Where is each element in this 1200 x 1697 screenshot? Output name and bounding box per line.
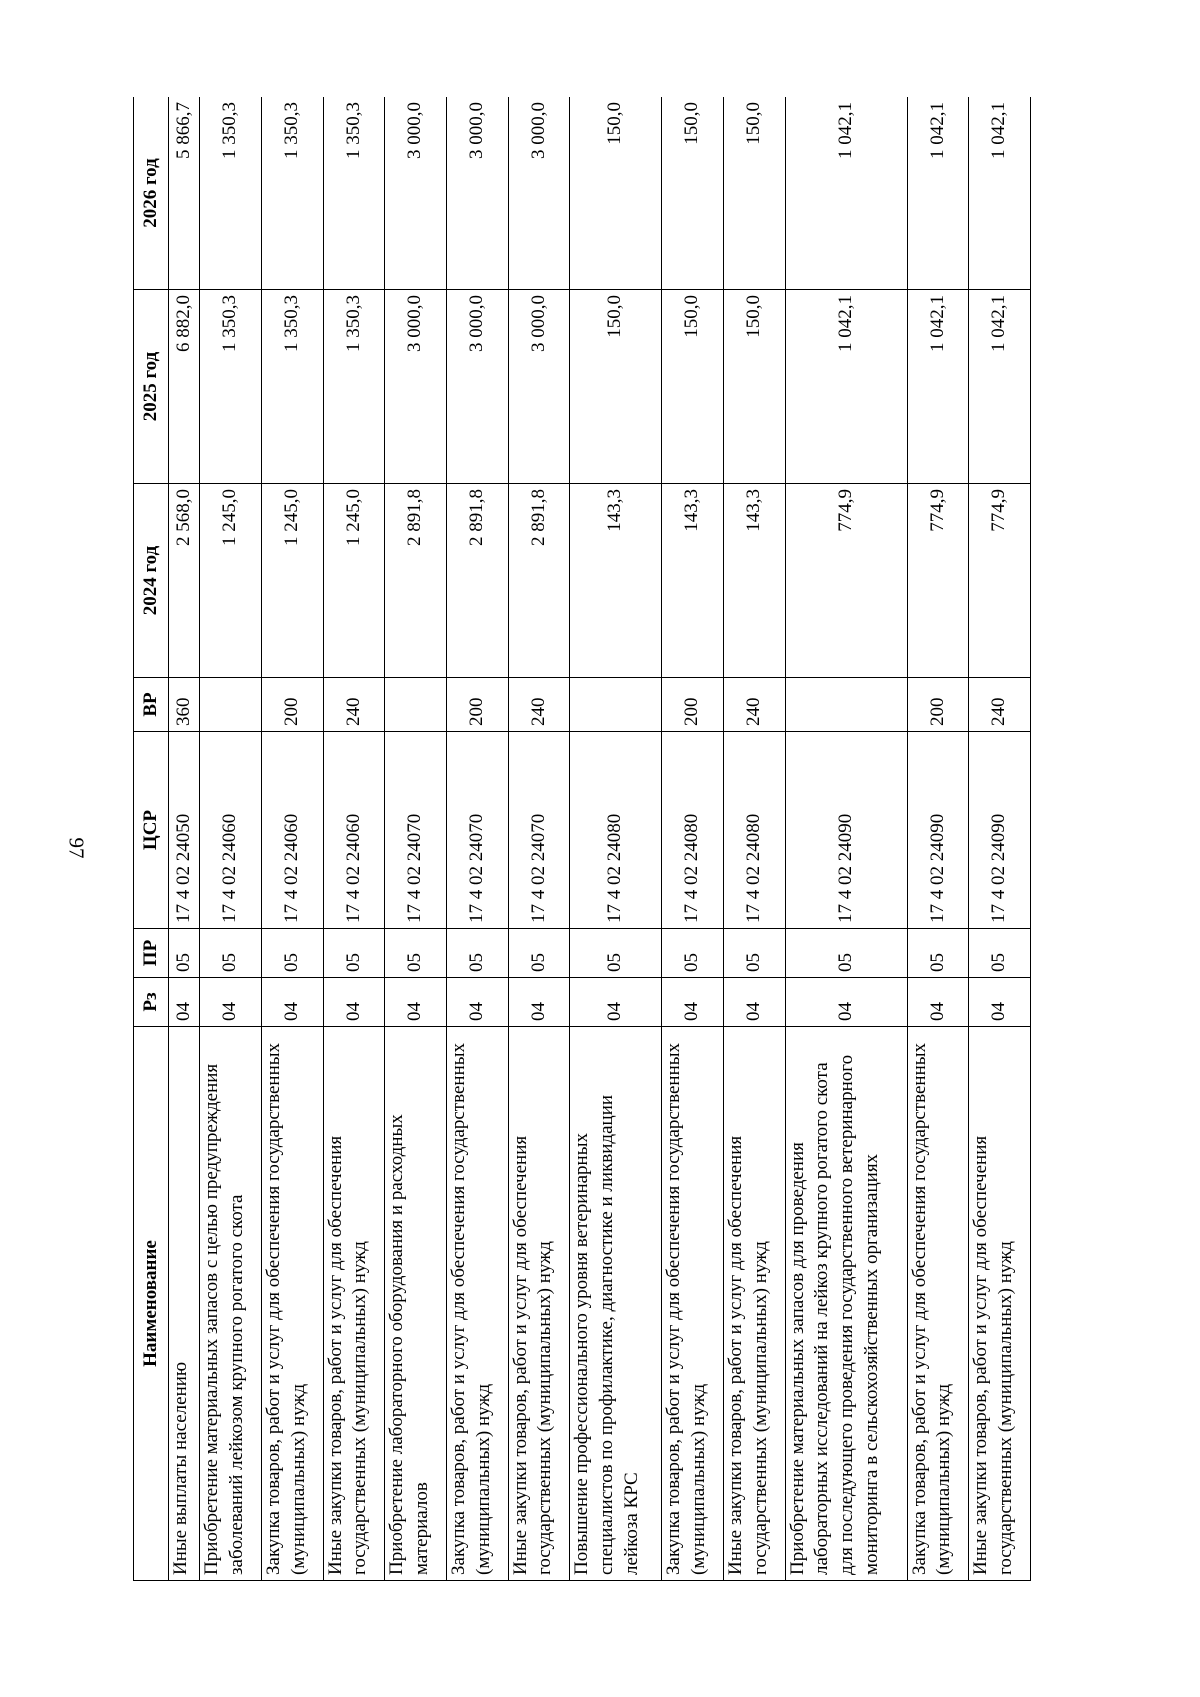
cell-2024: 774,9 xyxy=(907,484,969,678)
cell-rz: 04 xyxy=(385,978,447,1027)
cell-vr: 240 xyxy=(508,678,570,732)
cell-rz: 04 xyxy=(662,978,724,1027)
cell-name: Закупка товаров, работ и услуг для обеспечения государственных (муниципальных) нужд xyxy=(262,1027,324,1581)
cell-pr: 05 xyxy=(570,929,662,978)
cell-csr: 17 4 02 24090 xyxy=(785,732,907,929)
cell-2025: 1 350,3 xyxy=(262,290,324,484)
cell-vr: 200 xyxy=(662,678,724,732)
cell-2024: 774,9 xyxy=(785,484,907,678)
cell-2026: 1 350,3 xyxy=(323,97,385,290)
cell-2024: 143,3 xyxy=(723,484,785,678)
cell-2024: 1 245,0 xyxy=(323,484,385,678)
cell-2024: 2 891,8 xyxy=(508,484,570,678)
cell-csr: 17 4 02 24070 xyxy=(508,732,570,929)
cell-2024: 143,3 xyxy=(662,484,724,678)
table-row xyxy=(662,97,724,1581)
cell-2025: 1 350,3 xyxy=(323,290,385,484)
table-body xyxy=(169,97,1031,1581)
cell-pr: 05 xyxy=(323,929,385,978)
table-row xyxy=(570,97,662,1581)
cell-csr: 17 4 02 24070 xyxy=(447,732,509,929)
cell-rz: 04 xyxy=(969,978,1031,1027)
cell-vr: 200 xyxy=(907,678,969,732)
cell-2025: 3 000,0 xyxy=(385,290,447,484)
cell-pr: 05 xyxy=(785,929,907,978)
header-pr: ПР xyxy=(134,929,169,978)
cell-name: Иные закупки товаров, работ и услуг для обеспечения государственных (муниципальных) нужд xyxy=(969,1027,1031,1581)
cell-name: Иные выплаты населению xyxy=(169,1027,200,1581)
cell-2025: 150,0 xyxy=(570,290,662,484)
cell-rz: 04 xyxy=(907,978,969,1027)
cell-pr: 05 xyxy=(508,929,570,978)
cell-name: Закупка товаров, работ и услуг для обеспечения государственных (муниципальных) нужд xyxy=(447,1027,509,1581)
cell-rz: 04 xyxy=(508,978,570,1027)
cell-vr xyxy=(385,678,447,732)
cell-2026: 1 042,1 xyxy=(785,97,907,290)
cell-csr: 17 4 02 24070 xyxy=(385,732,447,929)
cell-vr: 240 xyxy=(969,678,1031,732)
cell-name: Приобретение материальных запасов с целью предупреждения заболеваний лейкозом крупного рогатого скота xyxy=(200,1027,262,1581)
cell-vr xyxy=(570,678,662,732)
table-row xyxy=(385,97,447,1581)
cell-pr: 05 xyxy=(907,929,969,978)
cell-2026: 150,0 xyxy=(723,97,785,290)
table-rotation-frame xyxy=(133,97,1031,1581)
cell-2026: 1 042,1 xyxy=(969,97,1031,290)
cell-2025: 1 042,1 xyxy=(907,290,969,484)
table-header-row xyxy=(134,97,169,1581)
table-row xyxy=(969,97,1031,1581)
table-row xyxy=(447,97,509,1581)
cell-rz: 04 xyxy=(169,978,200,1027)
table-row xyxy=(508,97,570,1581)
cell-name: Иные закупки товаров, работ и услуг для обеспечения государственных (муниципальных) нужд xyxy=(508,1027,570,1581)
table-row xyxy=(262,97,324,1581)
rotated-table-container xyxy=(133,97,1031,1581)
cell-2024: 2 891,8 xyxy=(385,484,447,678)
cell-vr xyxy=(200,678,262,732)
cell-2025: 6 882,0 xyxy=(169,290,200,484)
header-2025: 2025 год xyxy=(134,290,169,484)
header-rz: Рз xyxy=(134,978,169,1027)
cell-vr: 360 xyxy=(169,678,200,732)
cell-csr: 17 4 02 24060 xyxy=(200,732,262,929)
cell-2026: 3 000,0 xyxy=(385,97,447,290)
cell-2025: 1 350,3 xyxy=(200,290,262,484)
cell-2024: 1 245,0 xyxy=(262,484,324,678)
cell-name: Закупка товаров, работ и услуг для обеспечения государственных (муниципальных) нужд xyxy=(662,1027,724,1581)
cell-pr: 05 xyxy=(969,929,1031,978)
cell-rz: 04 xyxy=(570,978,662,1027)
cell-vr: 240 xyxy=(323,678,385,732)
table-row xyxy=(200,97,262,1581)
cell-csr: 17 4 02 24060 xyxy=(323,732,385,929)
cell-2024: 1 245,0 xyxy=(200,484,262,678)
cell-2026: 150,0 xyxy=(570,97,662,290)
cell-vr: 200 xyxy=(447,678,509,732)
cell-2026: 3 000,0 xyxy=(508,97,570,290)
cell-name: Повышение профессионального уровня ветеринарных специалистов по профилактике, диагностике и ликвидации лейкоза КРС xyxy=(570,1027,662,1581)
cell-rz: 04 xyxy=(785,978,907,1027)
cell-rz: 04 xyxy=(323,978,385,1027)
cell-2026: 5 866,7 xyxy=(169,97,200,290)
cell-2026: 150,0 xyxy=(662,97,724,290)
cell-2026: 1 350,3 xyxy=(200,97,262,290)
cell-vr: 240 xyxy=(723,678,785,732)
header-vr: ВР xyxy=(134,678,169,732)
table-row xyxy=(323,97,385,1581)
cell-pr: 05 xyxy=(262,929,324,978)
header-2024: 2024 год xyxy=(134,484,169,678)
page-number: 97 xyxy=(64,837,89,859)
cell-pr: 05 xyxy=(385,929,447,978)
cell-2024: 2 568,0 xyxy=(169,484,200,678)
cell-2025: 3 000,0 xyxy=(447,290,509,484)
cell-pr: 05 xyxy=(200,929,262,978)
cell-2025: 150,0 xyxy=(723,290,785,484)
cell-2024: 774,9 xyxy=(969,484,1031,678)
cell-csr: 17 4 02 24060 xyxy=(262,732,324,929)
cell-2025: 1 042,1 xyxy=(785,290,907,484)
cell-2026: 3 000,0 xyxy=(447,97,509,290)
cell-rz: 04 xyxy=(200,978,262,1027)
cell-rz: 04 xyxy=(262,978,324,1027)
cell-2024: 143,3 xyxy=(570,484,662,678)
header-2026: 2026 год xyxy=(134,97,169,290)
header-csr: ЦСР xyxy=(134,732,169,929)
cell-pr: 05 xyxy=(662,929,724,978)
cell-csr: 17 4 02 24090 xyxy=(907,732,969,929)
budget-table xyxy=(133,97,1031,1581)
cell-name: Иные закупки товаров, работ и услуг для обеспечения государственных (муниципальных) нужд xyxy=(723,1027,785,1581)
cell-pr: 05 xyxy=(723,929,785,978)
cell-vr: 200 xyxy=(262,678,324,732)
cell-pr: 05 xyxy=(169,929,200,978)
table-row xyxy=(723,97,785,1581)
cell-name: Иные закупки товаров, работ и услуг для обеспечения государственных (муниципальных) нужд xyxy=(323,1027,385,1581)
cell-csr: 17 4 02 24050 xyxy=(169,732,200,929)
cell-2026: 1 350,3 xyxy=(262,97,324,290)
cell-csr: 17 4 02 24080 xyxy=(723,732,785,929)
cell-pr: 05 xyxy=(447,929,509,978)
cell-vr xyxy=(785,678,907,732)
cell-2026: 1 042,1 xyxy=(907,97,969,290)
cell-rz: 04 xyxy=(447,978,509,1027)
header-name: Наименование xyxy=(134,1027,169,1581)
cell-name: Приобретение лабораторного оборудования и расходных материалов xyxy=(385,1027,447,1581)
cell-2025: 3 000,0 xyxy=(508,290,570,484)
table-row xyxy=(785,97,907,1581)
cell-csr: 17 4 02 24080 xyxy=(570,732,662,929)
cell-name: Закупка товаров, работ и услуг для обеспечения государственных (муниципальных) нужд xyxy=(907,1027,969,1581)
cell-2024: 2 891,8 xyxy=(447,484,509,678)
table-row xyxy=(169,97,200,1581)
cell-csr: 17 4 02 24090 xyxy=(969,732,1031,929)
cell-2025: 1 042,1 xyxy=(969,290,1031,484)
cell-name: Приобретение материальных запасов для проведения лабораторных исследований на лейкоз крупного рогатого скота для последующего проведения государственного ветеринарного мониторинга в сельскохозяйственных организациях xyxy=(785,1027,907,1581)
cell-2025: 150,0 xyxy=(662,290,724,484)
cell-csr: 17 4 02 24080 xyxy=(662,732,724,929)
table-row xyxy=(907,97,969,1581)
cell-rz: 04 xyxy=(723,978,785,1027)
